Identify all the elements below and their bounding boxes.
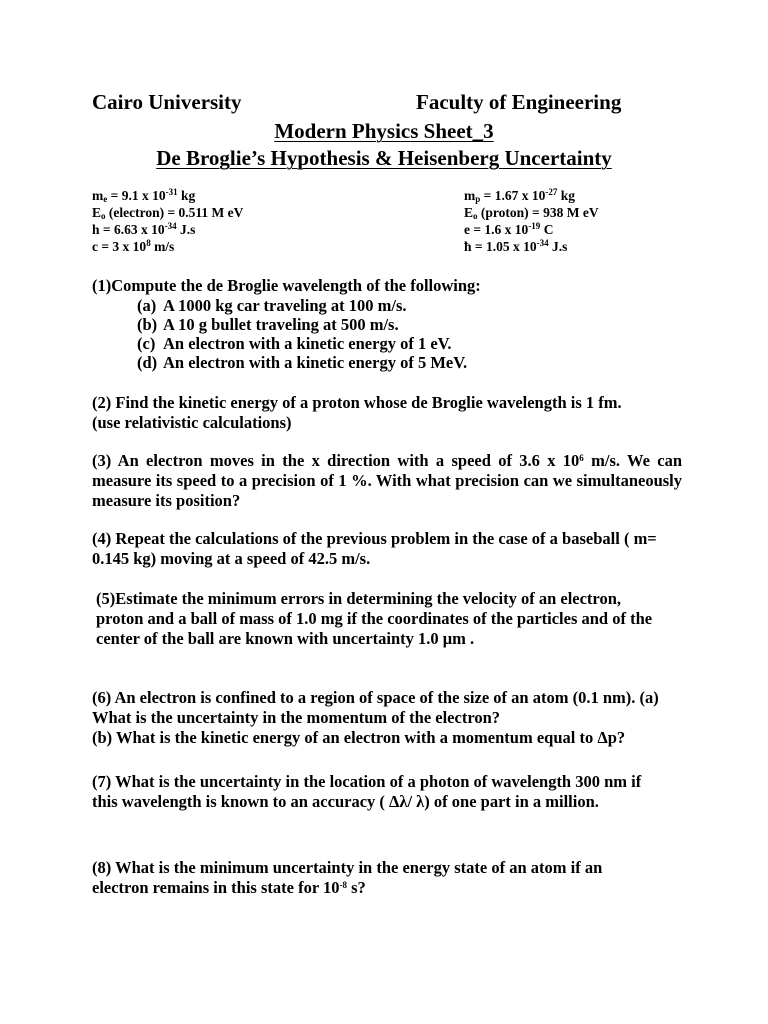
university-name: Cairo University (92, 90, 242, 114)
constant-electron-rest-energy: $E_o$ (electron) = 0.511 M eV (92, 205, 244, 222)
question-2-line-2: (use relativistic calculations) (92, 413, 292, 432)
constant-electron-charge: e = 1.6 x $10^{-19}$ C (464, 220, 554, 237)
constant-planck: h = 6.63 x $10^{-34}$ J.s (92, 220, 196, 237)
question-1-part-d: (d) An electron with a kinetic energy of 5 MeV. (137, 353, 468, 372)
question-6-part-b: (b) What is the kinetic energy of an electron with a momentum equal to Δp? (92, 728, 626, 747)
question-1-part-c: (c) An electron with a kinetic energy of 1 eV. (137, 334, 452, 353)
constant-reduced-planck: ħ = 1.05 x $10^{-34}$ J.s (464, 237, 568, 254)
constants-left (92, 187, 243, 255)
question-5: (5)Estimate the minimum errors in determining the velocity of an electron, proton and a ball of mass of 1.0 mg if the coordinates of the particles and of the center of the ball are known with uncertainty 1.0 μm . (96, 589, 653, 648)
sheet-subtitle: De Broglie’s Hypothesis & Heisenberg Uncertainty (156, 146, 612, 170)
question-8: (8) What is the minimum uncertainty in the energy state of an atom if an electron remains in this state for $10^{-8}$ s? (92, 858, 603, 897)
constants-right (464, 187, 599, 255)
question-1-stem: (1)Compute the de Broglie wavelength of the following: (92, 276, 481, 295)
question-6 (92, 688, 682, 748)
sheet-title: Modern Physics Sheet_3 (274, 119, 494, 143)
question-3: (3) An electron moves in the x direction with a speed of 3.6 x $10^6$ m/s. We can measure its speed to a precision of 1 %. With what precision can we simultaneously measure its position? (92, 451, 682, 510)
question-4: (4) Repeat the calculations of the previous problem in the case of a baseball ( m= 0.145 kg) moving at a speed of 42.5 m/s. (92, 529, 657, 568)
question-7: (7) What is the uncertainty in the location of a photon of wavelength 300 nm if this wavelength is known to an accuracy ( Δλ/ λ) of one part in a million. (92, 772, 642, 811)
constant-proton-mass: $m_p = 1.67$ x $10^{-27}$ kg (464, 186, 575, 205)
constant-electron-mass: $m_e = 9.1$ x $10^{-31}$ kg (92, 186, 196, 205)
question-1-part-b: (b) A 10 g bullet traveling at 500 m/s. (137, 315, 399, 334)
question-1-part-a: (a) A 1000 kg car traveling at 100 m/s. (137, 296, 407, 315)
faculty-name: Faculty of Engineering (416, 90, 622, 114)
constant-proton-rest-energy: $E_o$ (proton) = 938 M eV (464, 205, 599, 222)
constant-light-speed: c = 3 x $10^8$ m/s (92, 237, 175, 254)
question-2-line-1: (2) Find the kinetic energy of a proton whose de Broglie wavelength is 1 fm. (92, 393, 622, 412)
question-6-part-a: (6) An electron is confined to a region of space of the size of an atom (0.1 nm). (a) What is the uncertainty in the momentum of the electron? (92, 688, 659, 727)
question-2 (92, 393, 692, 433)
